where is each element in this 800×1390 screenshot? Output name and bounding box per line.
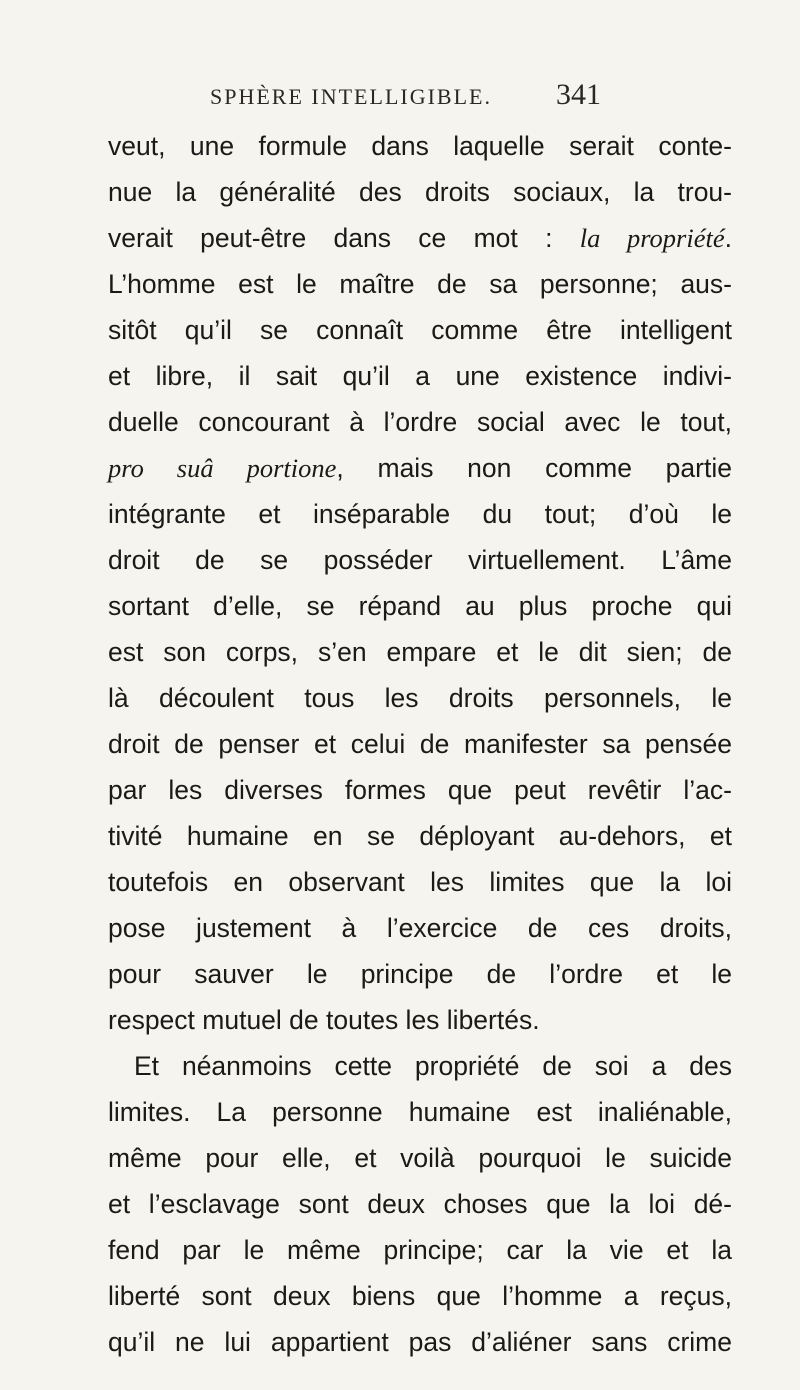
text-line: et l’esclavage sont deux choses que la loi dé- — [108, 1189, 732, 1219]
text-line: toutefois en observant les limites que la loi — [108, 867, 732, 897]
text-line: par les diverses formes que peut revêtir l’ac- — [108, 775, 732, 805]
text-line: pose justement à l’exercice de ces droits, — [108, 913, 732, 943]
italic-term: la propriété — [579, 223, 725, 253]
running-head — [0, 78, 800, 118]
text-line: limites. La personne humaine est inaliénable, — [108, 1097, 732, 1127]
text-line: fend par le même principe; car la vie et la — [108, 1235, 732, 1265]
text-line: et libre, il sait qu’il a une existence indivi- — [108, 361, 732, 391]
text-line: intégrante et inséparable du tout; d’où le — [108, 499, 732, 529]
running-title: SPHÈRE INTELLIGIBLE. — [210, 84, 492, 109]
text-line: nue la généralité des droits sociaux, la trou- — [108, 177, 732, 207]
text-line: respect mutuel de toutes les libertés. — [108, 1005, 540, 1035]
text-line: duelle concourant à l’ordre social avec le tout, — [108, 407, 732, 437]
text-line: est son corps, s’en empare et le dit sien; de — [108, 637, 732, 667]
text-line: là découlent tous les droits personnels, le — [108, 683, 732, 713]
text-line: liberté sont deux biens que l’homme a reçus, — [108, 1281, 732, 1311]
text-line: pour sauver le principe de l’ordre et le — [108, 959, 732, 989]
text-line: sitôt qu’il se connaît comme être intelligent — [108, 315, 732, 345]
page-number: 341 — [556, 78, 601, 111]
paragraph-start-line: Et néanmoins cette propriété de soi a des — [134, 1051, 732, 1081]
text-line: qu’il ne lui appartient pas d’aliéner sans crime — [108, 1327, 732, 1357]
text-line: droit de se posséder virtuellement. L’âme — [108, 545, 732, 575]
text-line: veut, une formule dans laquelle serait conte- — [108, 131, 732, 161]
text-line: même pour elle, et voilà pourquoi le suicide — [108, 1143, 732, 1173]
text-line: verait peut-être dans ce mot : la propriété. — [108, 223, 732, 253]
text-line: droit de penser et celui de manifester sa pensée — [108, 729, 732, 759]
text-line: pro suâ portione, mais non comme partie — [108, 453, 732, 483]
text-line: tivité humaine en se déployant au-dehors, et — [108, 821, 732, 851]
italic-term: pro suâ portione — [108, 453, 337, 483]
text-line: sortant d’elle, se répand au plus proche qui — [108, 591, 732, 621]
text-line: L’homme est le maître de sa personne; aus- — [108, 269, 732, 299]
